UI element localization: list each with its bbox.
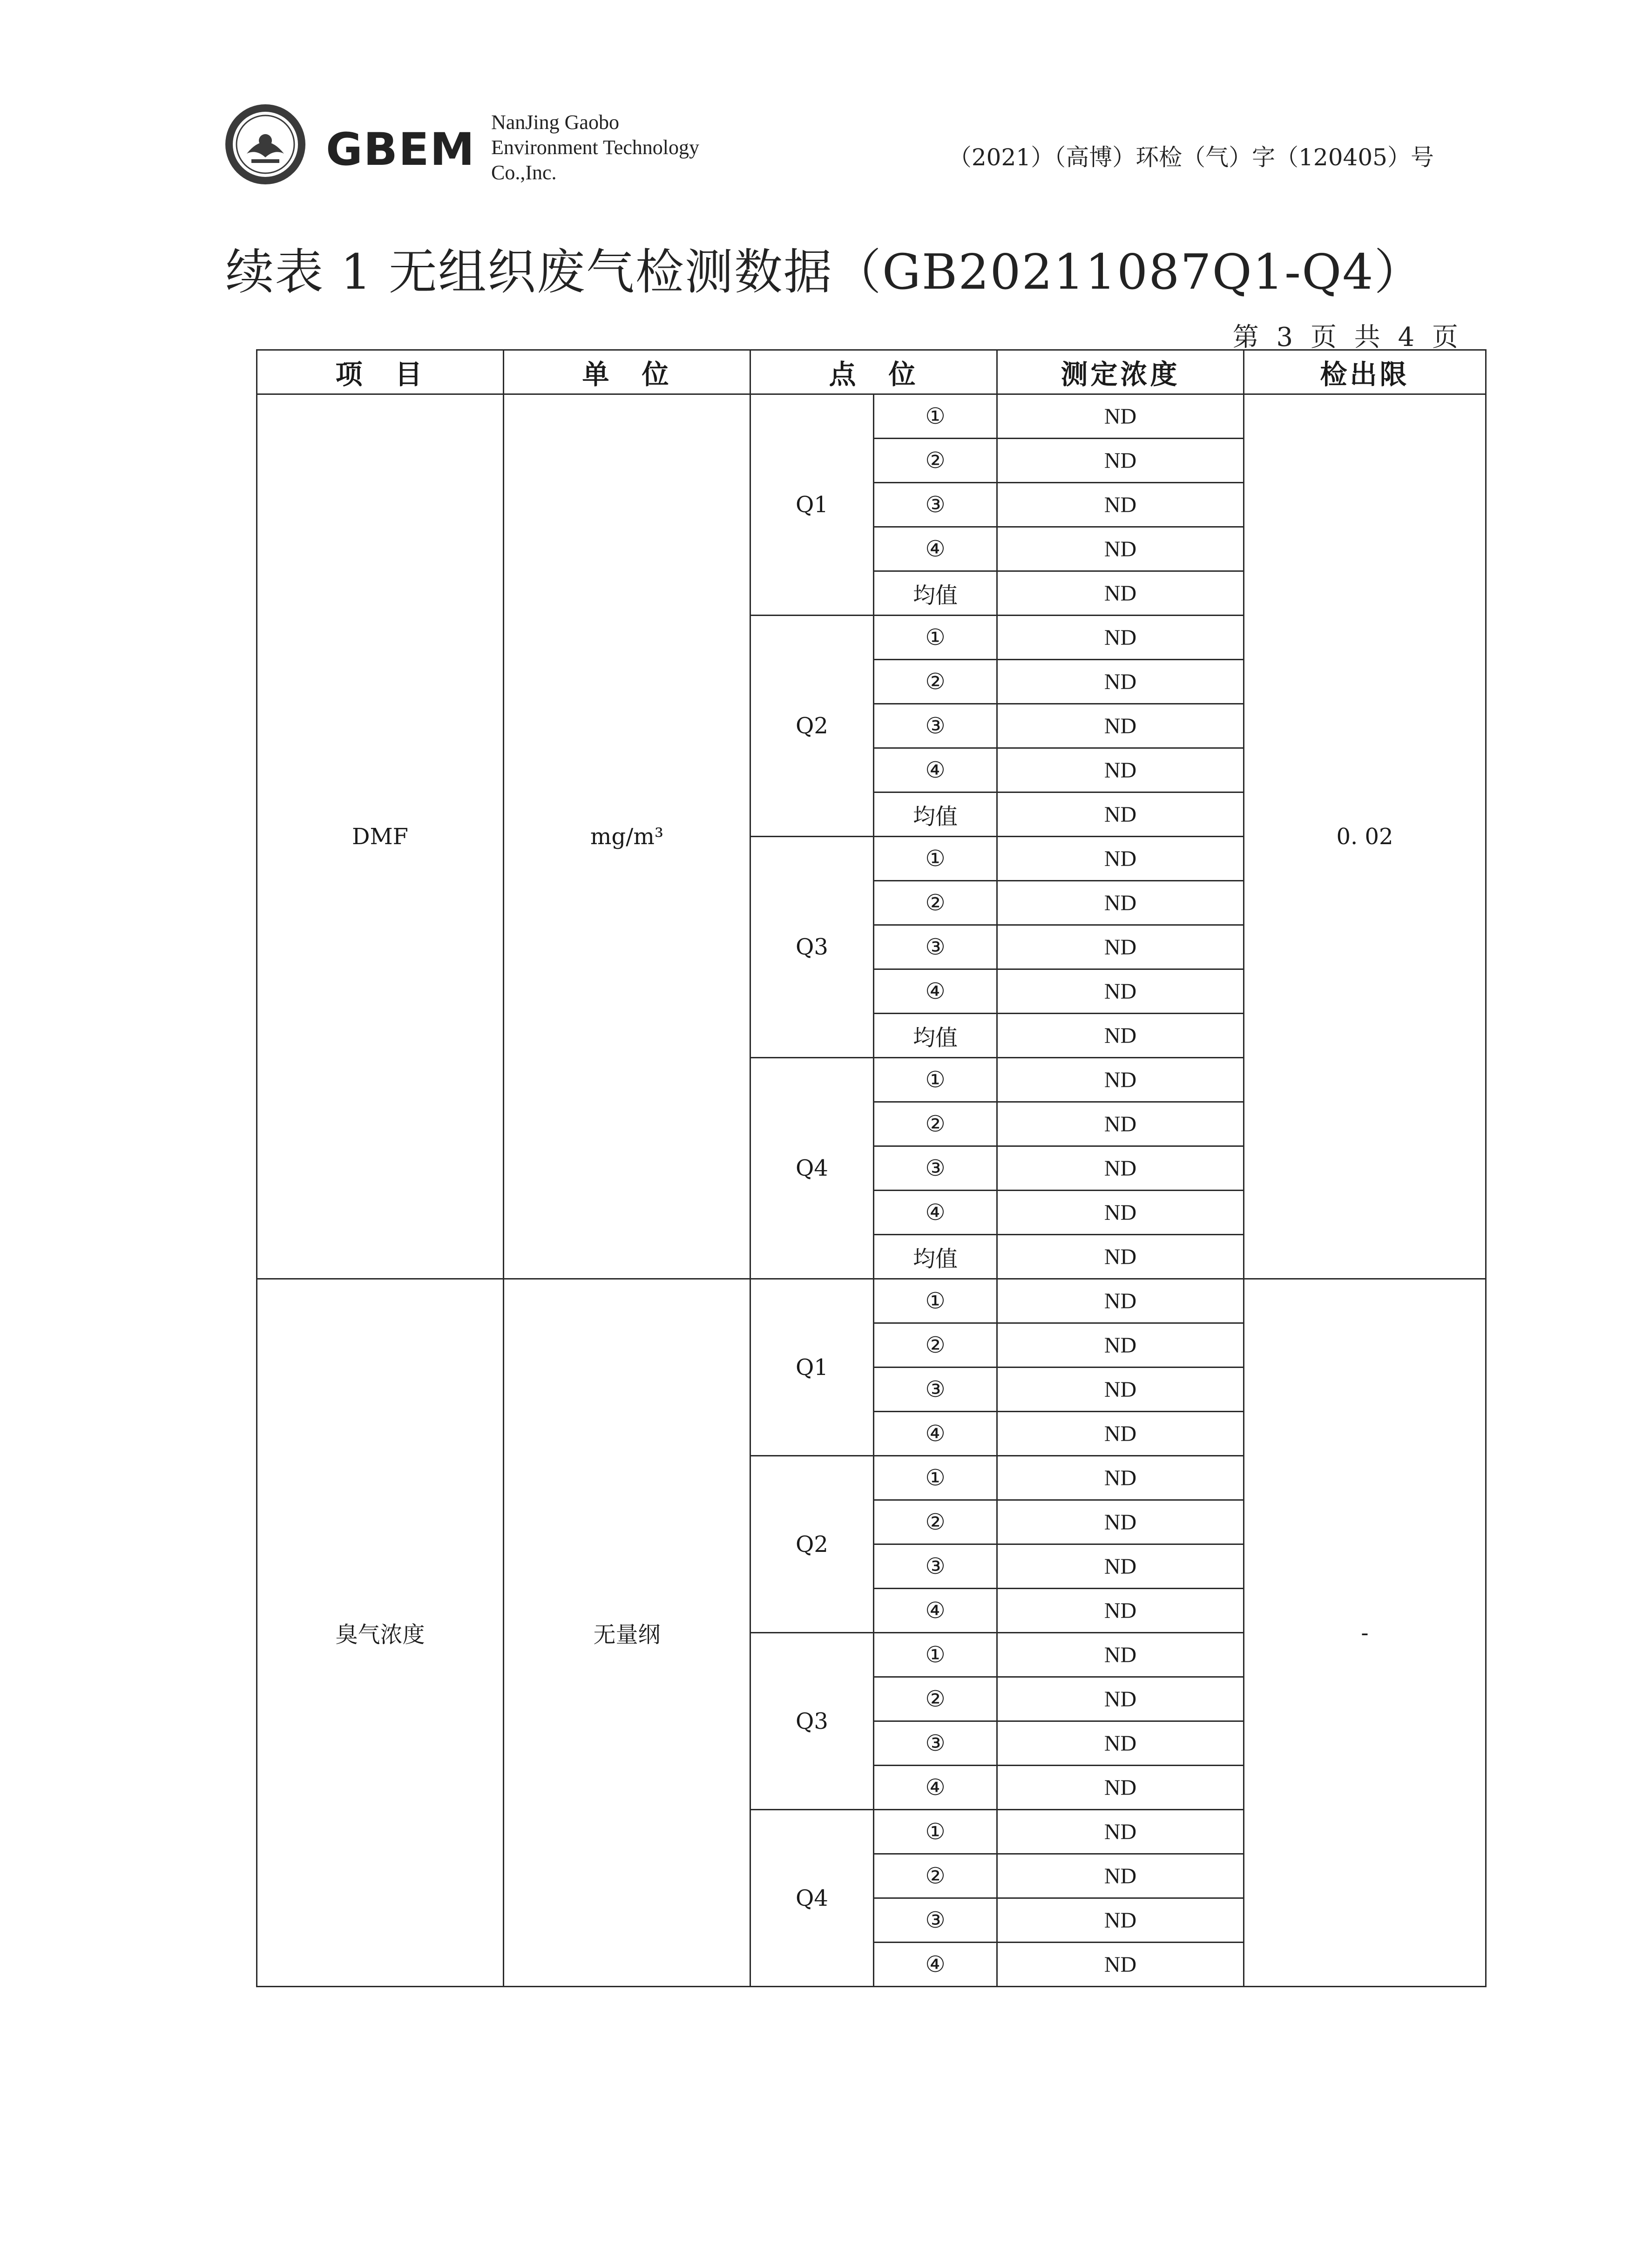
value-cell: ND — [997, 1014, 1244, 1058]
position-cell: ③ — [874, 1544, 997, 1589]
value-cell: ND — [997, 925, 1244, 969]
position-cell: ④ — [874, 1412, 997, 1456]
position-cell: 均值 — [874, 792, 997, 837]
value-cell: ND — [997, 527, 1244, 571]
table-row — [257, 394, 1486, 439]
value-cell: ND — [997, 704, 1244, 748]
page-info: 第 3 页 共 4 页 — [1232, 322, 1463, 352]
position-cell: ③ — [874, 1368, 997, 1412]
site-cell: Q3 — [750, 1633, 874, 1810]
value-cell: ND — [997, 881, 1244, 925]
value-cell: ND — [997, 439, 1244, 483]
position-cell: ① — [874, 1456, 997, 1500]
position-cell: ③ — [874, 925, 997, 969]
site-cell: Q2 — [750, 616, 874, 837]
value-cell: ND — [997, 483, 1244, 527]
value-cell: ND — [997, 1589, 1244, 1633]
item-cell: DMF — [257, 394, 504, 1279]
header-concentration: 测定浓度 — [997, 350, 1244, 394]
brand-name: GBEM — [326, 123, 476, 176]
header-position: 点 位 — [750, 350, 997, 394]
value-cell: ND — [997, 1456, 1244, 1500]
value-cell: ND — [997, 837, 1244, 881]
value-cell: ND — [997, 1235, 1244, 1279]
site-cell: Q1 — [750, 1279, 874, 1456]
position-cell: ② — [874, 1677, 997, 1721]
position-cell: ① — [874, 1058, 997, 1102]
value-cell: ND — [997, 660, 1244, 704]
value-cell: ND — [997, 969, 1244, 1014]
position-cell: ① — [874, 1810, 997, 1854]
position-cell: ① — [874, 394, 997, 439]
value-cell: ND — [997, 1677, 1244, 1721]
position-cell: ④ — [874, 1766, 997, 1810]
value-cell: ND — [997, 1279, 1244, 1323]
site-cell: Q2 — [750, 1456, 874, 1633]
position-cell: ③ — [874, 704, 997, 748]
position-cell: ④ — [874, 1589, 997, 1633]
position-cell: ② — [874, 1323, 997, 1368]
value-cell: ND — [997, 1368, 1244, 1412]
position-cell: ③ — [874, 1898, 997, 1943]
position-cell: ④ — [874, 969, 997, 1014]
value-cell: ND — [997, 1898, 1244, 1943]
site-cell: Q4 — [750, 1058, 874, 1279]
value-cell: ND — [997, 1500, 1244, 1544]
letterhead — [223, 98, 1434, 200]
position-cell: ④ — [874, 748, 997, 792]
item-cell: 臭气浓度 — [257, 1279, 504, 1987]
value-cell: ND — [997, 1102, 1244, 1146]
table-title: 续表 1 无组织废气检测数据（GB20211087Q1-Q4） — [225, 244, 1424, 300]
position-cell: ③ — [874, 483, 997, 527]
company-line: Co.,Inc. — [491, 161, 557, 184]
data-table — [256, 349, 1487, 1987]
site-cell: Q4 — [750, 1810, 874, 1987]
position-cell: ③ — [874, 1721, 997, 1766]
position-cell: ② — [874, 439, 997, 483]
position-cell: ② — [874, 660, 997, 704]
value-cell: ND — [997, 748, 1244, 792]
company-name — [491, 110, 699, 185]
position-cell: ① — [874, 1279, 997, 1323]
value-cell: ND — [997, 1544, 1244, 1589]
position-cell: ④ — [874, 1191, 997, 1235]
value-cell: ND — [997, 1943, 1244, 1987]
position-cell: ② — [874, 881, 997, 925]
value-cell: ND — [997, 1854, 1244, 1898]
value-cell: ND — [997, 616, 1244, 660]
company-seal-icon — [223, 102, 307, 186]
position-cell: ② — [874, 1500, 997, 1544]
value-cell: ND — [997, 1058, 1244, 1102]
header-unit: 单 位 — [504, 350, 750, 394]
limit-cell: 0. 02 — [1244, 394, 1486, 1279]
position-cell: ① — [874, 616, 997, 660]
table-header-row — [257, 350, 1486, 394]
site-cell: Q3 — [750, 837, 874, 1058]
position-cell: 均值 — [874, 1014, 997, 1058]
value-cell: ND — [997, 792, 1244, 837]
value-cell: ND — [997, 1191, 1244, 1235]
value-cell: ND — [997, 571, 1244, 616]
company-line: NanJing Gaobo — [491, 111, 619, 134]
header-item: 项 目 — [257, 350, 504, 394]
value-cell: ND — [997, 1810, 1244, 1854]
unit-cell: 无量纲 — [504, 1279, 750, 1987]
position-cell: ④ — [874, 527, 997, 571]
site-cell: Q1 — [750, 394, 874, 616]
report-number: （2021）（高博）环检（气）字（120405）号 — [948, 144, 1434, 171]
position-cell: ④ — [874, 1943, 997, 1987]
position-cell: ② — [874, 1854, 997, 1898]
position-cell: ① — [874, 837, 997, 881]
position-cell: 均值 — [874, 571, 997, 616]
value-cell: ND — [997, 1323, 1244, 1368]
table-row — [257, 1279, 1486, 1323]
company-line: Environment Technology — [491, 136, 700, 159]
header-detection-limit: 检出限 — [1244, 350, 1486, 394]
value-cell: ND — [997, 1146, 1244, 1191]
position-cell: ③ — [874, 1146, 997, 1191]
value-cell: ND — [997, 1412, 1244, 1456]
position-cell: ② — [874, 1102, 997, 1146]
value-cell: ND — [997, 1633, 1244, 1677]
unit-cell: mg/m³ — [504, 394, 750, 1279]
limit-cell: - — [1244, 1279, 1486, 1987]
value-cell: ND — [997, 1766, 1244, 1810]
value-cell: ND — [997, 394, 1244, 439]
position-cell: ① — [874, 1633, 997, 1677]
value-cell: ND — [997, 1721, 1244, 1766]
position-cell: 均值 — [874, 1235, 997, 1279]
